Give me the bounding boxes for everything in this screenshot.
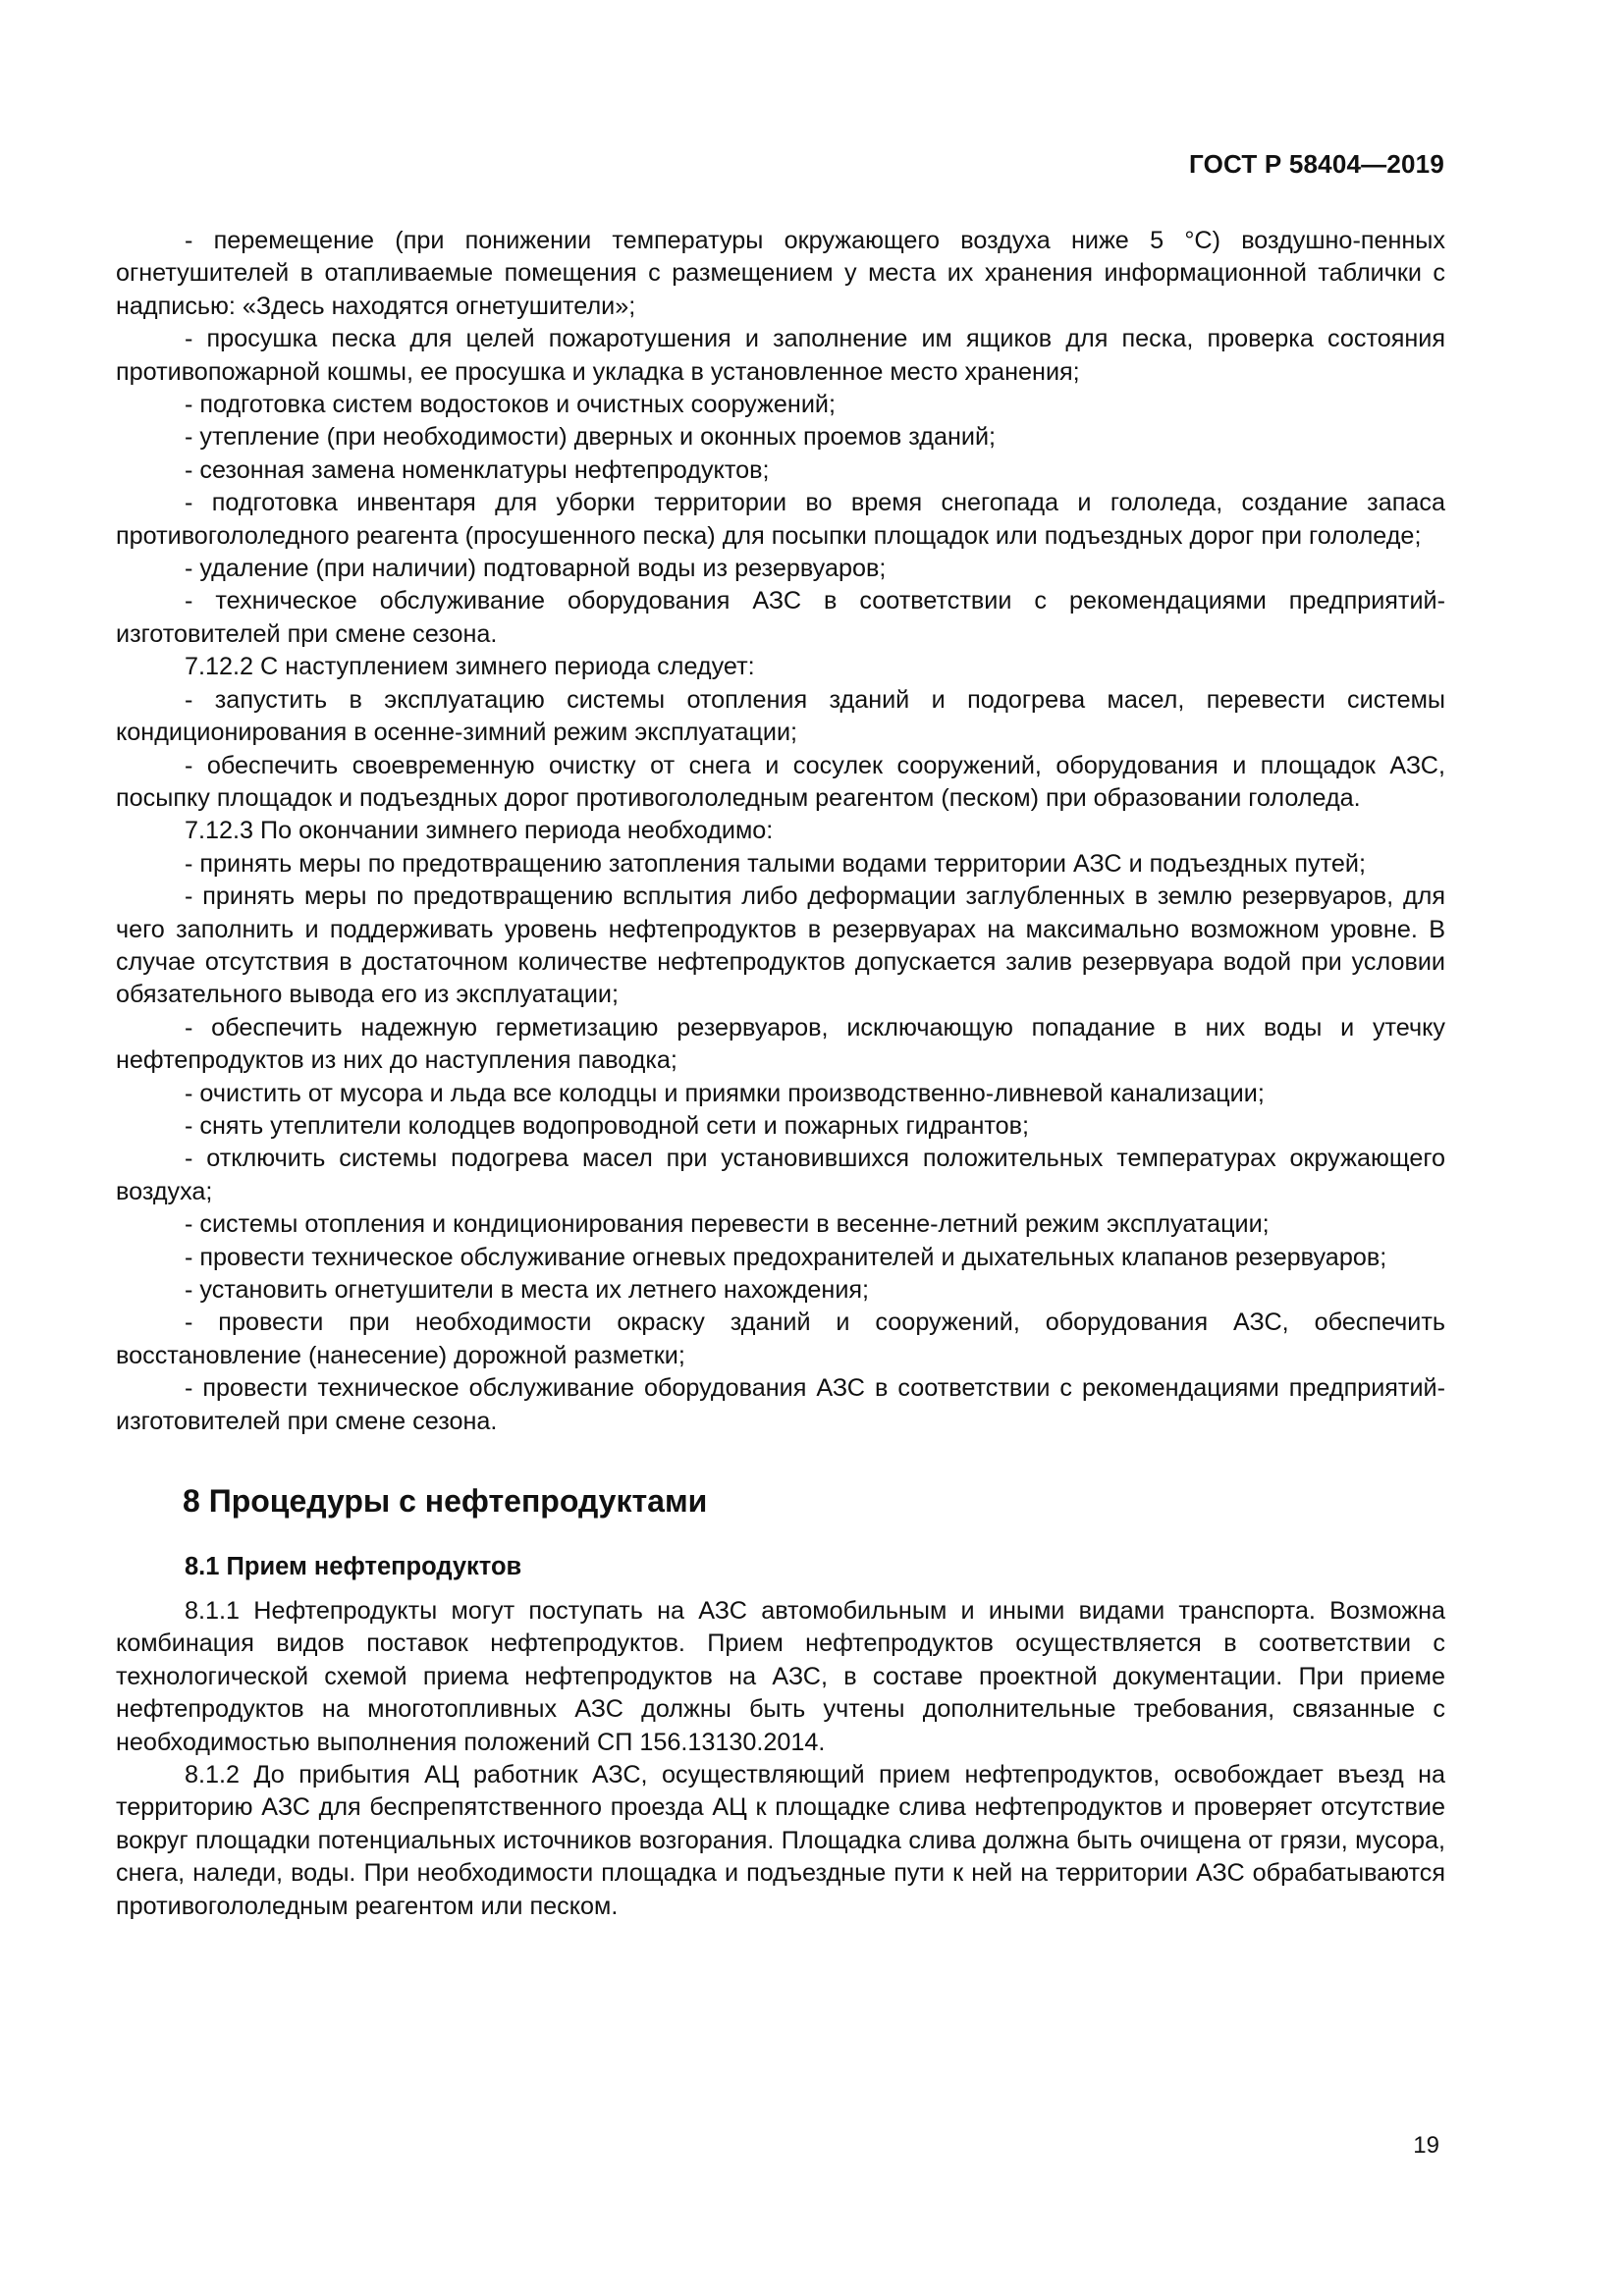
paragraph: - отключить системы подогрева масел при установившихся положительных температурах окружающего воздуха; (116, 1145, 1445, 1205)
paragraph: - обеспечить своевременную очистку от снега и сосулек сооружений, оборудования и площадок АЗС, посыпку площадок и подъездных дорог противогололедным реагентом (песком) при образовании гололеда. (116, 751, 1445, 812)
body-text (116, 225, 1445, 1923)
clause-8-1-1: 8.1.1 Нефтепродукты могут поступать на АЗС автомобильным и иными видами транспорта. Возможна комбинация видов поставок нефтепродуктов. Прием нефтепродуктов осуществляется в соответствии с технологической схемой приема нефтепродуктов на АЗС, в составе проектной документации. При приеме нефтепродуктов на многотопливных АЗС должны быть учтены дополнительные требования, связанные с необходимостью выполнения положений СП 156.13130.2014. (116, 1597, 1445, 1756)
paragraph: - удаление (при наличии) подтоварной воды из резервуаров; (185, 555, 887, 583)
paragraph: - просушка песка для целей пожаротушения и заполнение им ящиков для песка, проверка состояния противопожарной кошмы, ее просушка и укладка в установленное место хранения; (116, 325, 1445, 386)
paragraph: - обеспечить надежную герметизацию резервуаров, исключающую попадание в них воды и утечку нефтепродуктов из них до наступления паводка; (116, 1013, 1445, 1075)
paragraph: - перемещение (при понижении температуры окружающего воздуха ниже 5 °С) воздушно-пенных огнетушителей в отапливаемые помещения с размещением у места их хранения информационной таблички с надписью: «Здесь находятся огнетушители»; (116, 227, 1445, 320)
paragraph: - провести при необходимости окраску зданий и сооружений, оборудования АЗС, обеспечить восстановление (нанесение) дорожной разметки; (116, 1308, 1445, 1369)
paragraph: - техническое обслуживание оборудования АЗС в соответствии с рекомендациями предприятий-изготовителей при смене сезона. (116, 587, 1445, 648)
clause-8-1-2: 8.1.2 До прибытия АЦ работник АЗС, осуществляющий прием нефтепродуктов, освобождает въезд на территорию АЗС для беспрепятственного проезда АЦ к площадке слива нефтепродуктов и проверяет отсутствие вокруг площадки потенциальных источников возгорания. Площадка слива должна быть очищена от грязи, мусора, снега, наледи, воды. При необходимости площадка и подъездные пути к ней на территории АЗС обрабатываются противогололедным реагентом или песком. (116, 1761, 1445, 1920)
paragraph: - провести техническое обслуживание оборудования АЗС в соответствии с рекомендациями предприятий-изготовителей при смене сезона. (116, 1374, 1445, 1435)
subsection-heading: 8.1 Прием нефтепродуктов (185, 1553, 522, 1581)
paragraph: - подготовка инвентаря для уборки территории во время снегопада и гололеда, создание запаса противогололедного реагента (просушенного песка) для посыпки площадок или подъездных дорог при гололеде; (116, 489, 1445, 550)
paragraph: - подготовка систем водостоков и очистных сооружений; (185, 391, 836, 419)
clause-7-12-2: 7.12.2 С наступлением зимнего периода следует: (185, 653, 755, 681)
paragraph: - снять утеплители колодцев водопроводной сети и пожарных гидрантов; (185, 1111, 1029, 1140)
page-number: 19 (1413, 2132, 1439, 2159)
paragraph: - системы отопления и кондиционирования перевести в весенне-летний режим эксплуатации; (185, 1210, 1270, 1239)
paragraph: - установить огнетушители в места их летнего нахождения; (185, 1276, 870, 1304)
clause-7-12-3: 7.12.3 По окончании зимнего периода необходимо: (185, 817, 774, 845)
paragraph: - принять меры по предотвращению всплытия либо деформации заглубленных в землю резервуаров, для чего заполнить и поддерживать уровень нефтепродуктов в резервуарах на максимально возможном уровне. В случае отсутствия в достаточном количестве нефтепродуктов допускается залив резервуара водой при условии обязательного вывода его из эксплуатации; (116, 882, 1445, 1009)
section-heading: 8 Процедуры с нефтепродуктами (183, 1483, 708, 1520)
paragraph: - провести техническое обслуживание огневых предохранителей и дыхательных клапанов резервуаров; (185, 1243, 1387, 1271)
paragraph: - принять меры по предотвращению затопления талыми водами территории АЗС и подъездных путей; (185, 849, 1366, 878)
paragraph: - запустить в эксплуатацию системы отопления зданий и подогрева масел, перевести системы кондиционирования в осенне-зимний режим эксплуатации; (116, 685, 1445, 747)
paragraph: - очистить от мусора и льда все колодцы и приямки производственно-ливневой канализации; (185, 1079, 1265, 1107)
paragraph: - сезонная замена номенклатуры нефтепродуктов; (185, 455, 770, 484)
document-header: ГОСТ Р 58404—2019 (1189, 149, 1444, 179)
paragraph: - утепление (при необходимости) дверных и оконных проемов зданий; (185, 423, 997, 452)
